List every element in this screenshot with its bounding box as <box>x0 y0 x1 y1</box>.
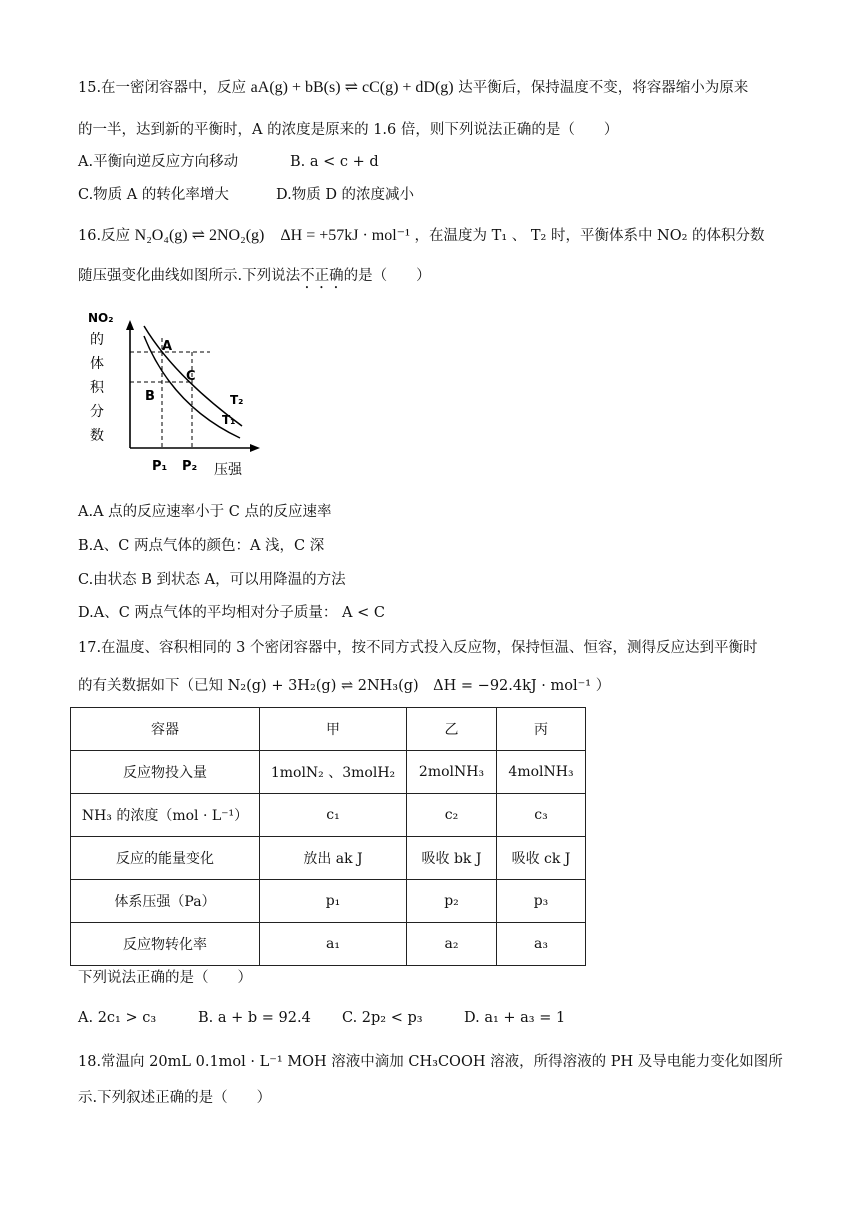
y-label-char: 的 <box>90 332 104 348</box>
table-cell: a₁ <box>260 923 407 966</box>
q16-line-1 <box>78 226 765 246</box>
q17-option-c: C. 2p₂ < p₃ <box>342 1010 423 1026</box>
y-axis-arrow-icon <box>126 320 134 330</box>
table-cell: p₂ <box>407 880 497 923</box>
q16-stem: ，在温度为 T₁ 、 T₂ 时，平衡体系中 NO₂ 的体积分数 <box>414 228 765 244</box>
q17-option-d: D. a₁ + a₃ = 1 <box>464 1010 566 1026</box>
table-cell: 体系压强（Pa） <box>71 880 260 923</box>
y-label-char: 积 <box>90 380 104 396</box>
table-cell: 4molNH₃ <box>497 751 586 794</box>
table-row <box>71 794 586 837</box>
table-cell: p₁ <box>260 880 407 923</box>
q16-option-b: B.A、C 两点气体的颜色：A 浅，C 深 <box>78 538 325 554</box>
table-cell: c₁ <box>260 794 407 837</box>
q16-stem-end: 的是（ ） <box>343 268 431 284</box>
q15-option-c: C.物质 A 的转化率增大 <box>78 187 229 203</box>
point-b-label: B <box>145 389 155 404</box>
q17-option-a: A. 2c₁ > c₃ <box>78 1010 157 1026</box>
q18-line-1: 18.常温向 20mL 0.1mol · L⁻¹ MOH 溶液中滴加 CH₃COOH 溶液，所得溶液的 PH 及导电能力变化如图所 <box>78 1054 783 1070</box>
q17-data-table <box>70 707 586 966</box>
q17-line-1: 17.在温度、容积相同的 3 个密闭容器中，按不同方式投入反应物，保持恒温、恒容，测得反应达到平衡时 <box>78 640 758 656</box>
table-cell: 反应物投入量 <box>71 751 260 794</box>
q16-emphasis: 不正确 <box>300 268 344 284</box>
q17-question: 下列说法正确的是（ ） <box>78 970 252 986</box>
table-row <box>71 751 586 794</box>
table-cell: 反应物转化率 <box>71 923 260 966</box>
q16-option-d: D.A、C 两点气体的平均相对分子质量： A < C <box>78 605 385 621</box>
table-cell: 反应的能量变化 <box>71 837 260 880</box>
table-row <box>71 837 586 880</box>
header-cell: 容器 <box>71 708 260 751</box>
q17-line-2: 的有关数据如下（已知 N₂(g) + 3H₂(g) ⇌ 2NH₃(g) ΔH = −92.4kJ · mol⁻¹ ） <box>78 678 611 694</box>
q16-stem-cont: 随压强变化曲线如图所示.下列说法 <box>78 268 301 284</box>
q15-stem-cont: 达平衡后，保持温度不变，将容器缩小为原来 <box>458 80 749 96</box>
x-axis-arrow-icon <box>250 444 260 452</box>
table-cell: NH₃ 的浓度（mol · L⁻¹） <box>71 794 260 837</box>
table-cell: a₂ <box>407 923 497 966</box>
table-cell: 2molNH₃ <box>407 751 497 794</box>
q15-line-1 <box>78 78 748 98</box>
table-cell: 吸收 bk J <box>407 837 497 880</box>
curve-t2-label: T₂ <box>230 393 244 407</box>
q15-line-2: 的一半，达到新的平衡时，A 的浓度是原来的 1.6 倍，则下列说法正确的是（ ） <box>78 122 619 138</box>
y-label-char: 体 <box>90 356 104 372</box>
q15-option-d: D.物质 D 的浓度减小 <box>276 187 415 203</box>
table-cell: 放出 ak J <box>260 837 407 880</box>
q15-option-a: A.平衡向逆反应方向移动 <box>78 154 239 170</box>
y-label-char: 数 <box>90 428 104 444</box>
table-cell: a₃ <box>497 923 586 966</box>
q15-option-b: B. a < c + d <box>290 154 379 170</box>
x-axis-label: 压强 <box>214 462 242 478</box>
q16-equation: N₂O₄(g) ⇌ 2NO₂(g) ΔH = +57kJ · mol⁻¹ <box>134 227 410 244</box>
q16-graph <box>82 298 282 488</box>
q17-option-b: B. a + b = 92.4 <box>198 1010 311 1026</box>
table-row <box>71 880 586 923</box>
table-cell: c₃ <box>497 794 586 837</box>
q15-stem: 15.在一密闭容器中，反应 <box>78 80 247 96</box>
header-cell: 甲 <box>260 708 407 751</box>
q15-equation: aA(g) + bB(s) ⇌ cC(g) + dD(g) <box>250 79 454 96</box>
y-label-no2: NO₂ <box>88 311 114 325</box>
header-cell: 丙 <box>497 708 586 751</box>
p1-label: P₁ <box>152 459 168 474</box>
point-a-label: A <box>162 339 173 354</box>
table-cell: 1molN₂ 、3molH₂ <box>260 751 407 794</box>
header-cell: 乙 <box>407 708 497 751</box>
curve-t1-label: T₁ <box>222 413 236 427</box>
p2-label: P₂ <box>182 459 198 474</box>
q16-option-c: C.由状态 B 到状态 A，可以用降温的方法 <box>78 572 346 588</box>
q16-option-a: A.A 点的反应速率小于 C 点的反应速率 <box>78 504 332 520</box>
table-cell: 吸收 ck J <box>497 837 586 880</box>
point-c-label: C <box>186 369 196 384</box>
table-row <box>71 923 586 966</box>
q16-line-2 <box>78 266 431 292</box>
q18-line-2: 示.下列叙述正确的是（ ） <box>78 1090 272 1106</box>
table-cell: c₂ <box>407 794 497 837</box>
y-label-char: 分 <box>90 404 104 420</box>
q16-number: 16.反应 <box>78 228 131 244</box>
table-header-row <box>71 708 586 751</box>
table-cell: p₃ <box>497 880 586 923</box>
